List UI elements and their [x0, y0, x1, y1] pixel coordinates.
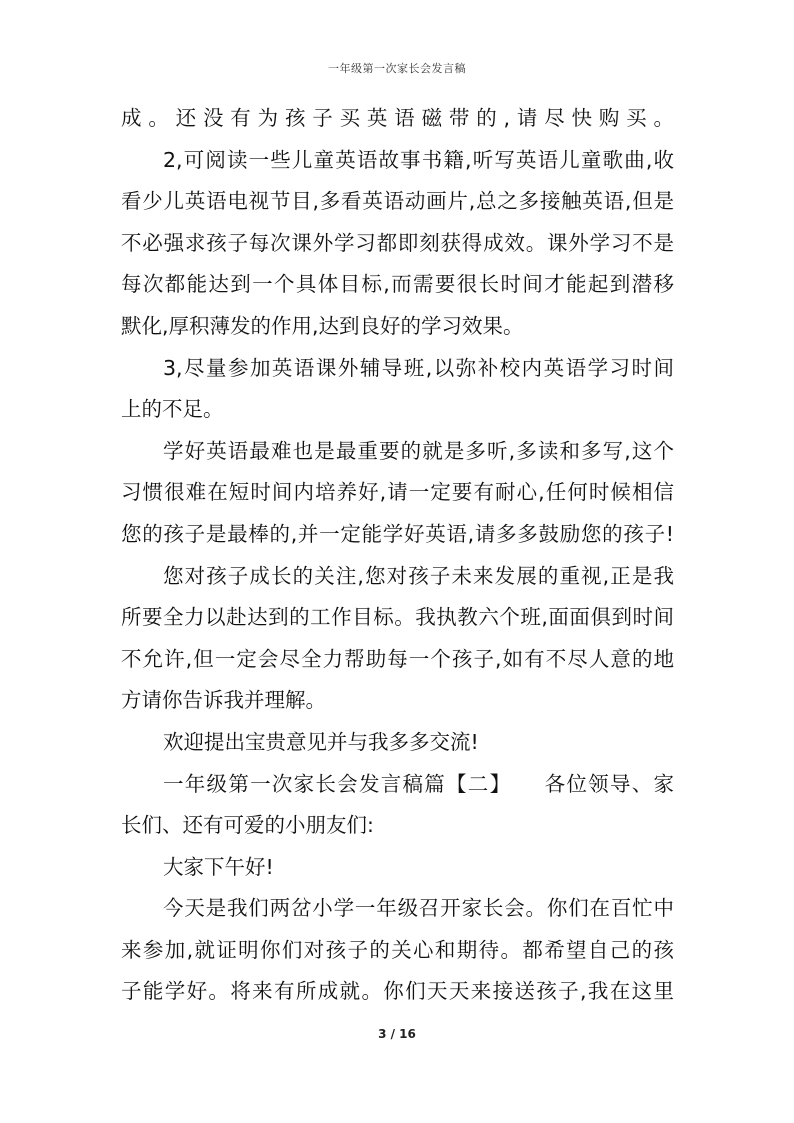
text-line: 您的孩子是最棒的,并一定能学好英语,请多多鼓励您的孩子!: [121, 521, 674, 546]
text-line: 大家下午好!: [163, 854, 274, 879]
page-number: 3 / 16: [378, 1027, 416, 1041]
text-line: 今天是我们两岔小学一年级召开家长会。你们在百忙中: [163, 896, 674, 921]
page-header: 一年级第一次家长会发言稿: [328, 62, 466, 75]
text-line: 习惯很难在短时间内培养好,请一定要有耐心,任何时候相信: [121, 480, 674, 505]
text-line: 学好英语最难也是最重要的就是多听,多读和多写,这个: [163, 438, 674, 463]
text-line: 方请你告诉我并理解。: [121, 688, 326, 713]
text-line: 不必强求孩子每次课外学习都即刻获得成效。课外学习不是: [121, 230, 674, 255]
text-line: 每次都能达到一个具体目标,而需要很长时间才能起到潜移: [121, 272, 674, 297]
text-line: 上的不足。: [121, 397, 224, 422]
text-line: 您对孩子成长的关注,您对孩子未来发展的重视,正是我: [163, 563, 674, 588]
text-line: 3,尽量参加英语课外辅导班,以弥补校内英语学习时间: [163, 355, 674, 380]
text-line: 不允许,但一定会尽全力帮助每一个孩子,如有不尽人意的地: [121, 646, 674, 671]
document-body: [121, 98, 674, 1013]
text-line: 子能学好。将来有所成就。你们天天来接送孩子,我在这里: [121, 979, 674, 1004]
text-line: 欢迎提出宝贵意见并与我多多交流!: [163, 729, 479, 754]
text-line: 一年级第一次家长会发言稿篇【二】 各位领导、家: [163, 771, 674, 796]
text-line: 长们、还有可爱的小朋友们:: [121, 813, 374, 838]
text-line: 看少儿英语电视节目,多看英语动画片,总之多接触英语,但是: [121, 189, 674, 214]
text-line: 所要全力以赴达到的工作目标。我执教六个班,面面俱到时间: [121, 605, 674, 630]
text-line: 2,可阅读一些儿童英语故事书籍,听写英语儿童歌曲,收: [163, 147, 674, 172]
text-line: 来参加,就证明你们对孩子的关心和期待。都希望自己的孩: [121, 937, 674, 962]
text-line: 成。还没有为孩子买英语磁带的,请尽快购买。: [121, 106, 674, 130]
text-line: 默化,厚积薄发的作用,达到良好的学习效果。: [121, 313, 524, 338]
